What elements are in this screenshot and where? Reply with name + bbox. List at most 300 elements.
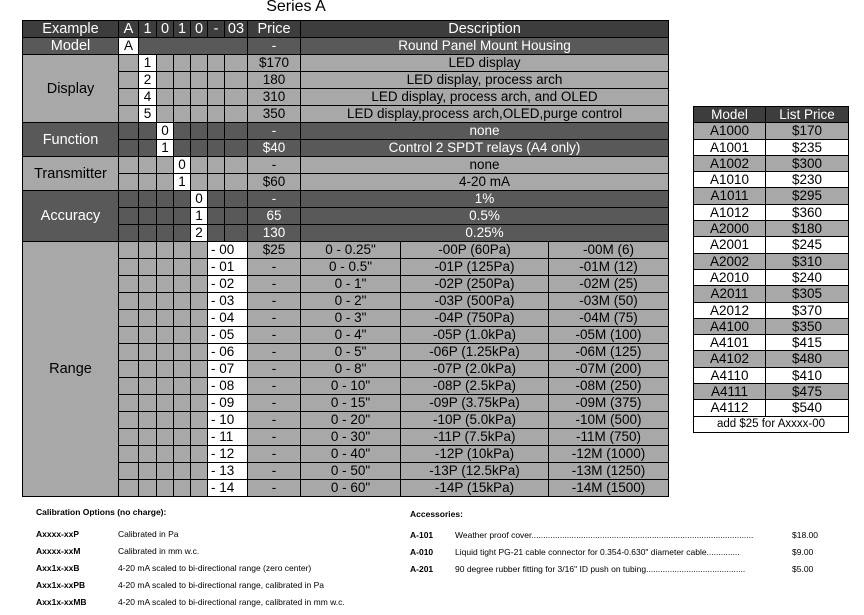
empty-code-cell [191,480,208,497]
range-price: - [248,378,301,395]
empty-code-cell [119,89,139,106]
range-row [23,446,669,463]
range-row [23,276,669,293]
empty-code-cell [225,106,248,123]
range-code: - 05 [208,327,248,344]
empty-code-cell [191,72,208,89]
empty-code-cell [208,55,225,72]
price-row [694,139,849,155]
empty-code-cell [174,225,191,242]
range-code: - 12 [208,446,248,463]
range-pascal: -01P (125Pa) [401,259,549,276]
empty-code-cell [208,123,225,140]
empty-code-cell [139,157,157,174]
empty-code-cell [119,446,139,463]
list-price-table [693,106,849,433]
transmitter-price: - [248,157,301,174]
price-row [694,269,849,285]
transmitter-row [23,174,669,191]
price-value: $540 [766,400,849,416]
empty-code-cell [139,140,157,157]
price-model: A4112 [694,400,766,416]
range-pascal: -13P (12.5kPa) [401,463,549,480]
range-code: - 10 [208,412,248,429]
range-price: - [248,463,301,480]
series-title: Series A [266,0,326,15]
price-model: A2002 [694,253,766,269]
empty-code-cell [119,174,139,191]
empty-code-cell [191,429,208,446]
accuracy-code: 2 [191,225,208,242]
price-value: $480 [766,351,849,367]
range-inches: 0 - 50" [301,463,401,480]
empty-code-cell [139,463,157,480]
accuracy-row [23,208,669,225]
empty-code-cell [139,293,157,310]
range-row [23,412,669,429]
accessory-price: $18.00 [792,530,818,540]
empty-code-cell [225,89,248,106]
empty-code-cell [157,174,174,191]
empty-code-cell [119,259,139,276]
display-row [23,55,669,72]
empty-code-cell [225,191,248,208]
price-model: A1000 [694,123,766,139]
function-row [23,140,669,157]
accuracy-code: 0 [191,191,208,208]
price-row [694,384,849,400]
empty-code-cell [157,310,174,327]
range-code: - 06 [208,344,248,361]
empty-code-cell [157,242,174,259]
price-row [694,351,849,367]
price-row [694,302,849,318]
range-code: - 07 [208,361,248,378]
range-inches: 0 - 5" [301,344,401,361]
price-row [694,335,849,351]
empty-code-cell [119,395,139,412]
price-model: A1011 [694,188,766,204]
empty-code-cell [157,259,174,276]
empty-code-cell [119,378,139,395]
empty-code-cell [139,361,157,378]
calibration-text: Calibrated in Pa [118,529,179,539]
range-inches: 0 - 3" [301,310,401,327]
range-mm: -13M (1250) [549,463,669,480]
price-value: $415 [766,335,849,351]
empty-code-cell [119,123,139,140]
display-label: Display [23,55,119,123]
empty-code-cell [174,208,191,225]
range-pascal: -08P (2.5kPa) [401,378,549,395]
function-code: 0 [157,123,174,140]
display-code: 2 [139,72,157,89]
range-price: - [248,361,301,378]
range-price: - [248,480,301,497]
range-code: - 03 [208,293,248,310]
price-note-row [694,416,849,432]
function-price: - [248,123,301,140]
header-code-5: 0 [191,21,208,38]
empty-code-cell [119,412,139,429]
display-description: LED display, process arch, and OLED [301,89,669,106]
accuracy-description: 1% [301,191,669,208]
empty-code-cell [157,293,174,310]
range-mm: -02M (25) [549,276,669,293]
accessory-code: A-201 [410,564,434,574]
price-value: $310 [766,253,849,269]
price-model: A2011 [694,286,766,302]
display-price: 180 [248,72,301,89]
price-row [694,204,849,220]
empty-code-cell [191,395,208,412]
empty-code-cell [208,72,225,89]
empty-code-cell [119,310,139,327]
transmitter-label: Transmitter [23,157,119,191]
price-value: $410 [766,367,849,383]
header-code-4: 1 [174,21,191,38]
price-value: $305 [766,286,849,302]
empty-code-cell [174,378,191,395]
display-description: LED display, process arch [301,72,669,89]
price-value: $245 [766,237,849,253]
price-value: $370 [766,302,849,318]
range-price: - [248,344,301,361]
price-value: $240 [766,269,849,285]
range-price: - [248,310,301,327]
empty-code-cell [191,89,208,106]
empty-code-cell [208,106,225,123]
empty-code-cell [157,446,174,463]
price-model-header: Model [694,107,766,123]
empty-code-cell [174,395,191,412]
empty-code-cell [225,174,248,191]
range-inches: 0 - 0.5" [301,259,401,276]
empty-code-cell [139,174,157,191]
transmitter-code: 1 [174,174,191,191]
range-pascal: -06P (1.25kPa) [401,344,549,361]
range-inches: 0 - 10" [301,378,401,395]
range-code: - 14 [208,480,248,497]
empty-code-cell [139,310,157,327]
range-pascal: -14P (15kPa) [401,480,549,497]
transmitter-description: 4-20 mA [301,174,669,191]
header-code-2: 1 [139,21,157,38]
empty-code-cell [208,140,225,157]
empty-code-cell [191,327,208,344]
empty-code-cell [191,361,208,378]
empty-code-cell [139,327,157,344]
range-pascal: -10P (5.0kPa) [401,412,549,429]
calibration-code: Axx1x-xxMB [36,597,87,607]
transmitter-row [23,157,669,174]
empty-code-cell [157,463,174,480]
range-row [23,259,669,276]
range-code: - 13 [208,463,248,480]
header-code-1: A [119,21,139,38]
calibration-code: Axx1x-xxB [36,563,80,573]
range-inches: 0 - 4" [301,327,401,344]
price-model: A2010 [694,269,766,285]
calibration-code: Axx1x-xxPB [36,580,86,590]
empty-code-cell [191,446,208,463]
price-row [694,172,849,188]
model-configuration-table [22,20,669,497]
range-price: $25 [248,242,301,259]
range-row [23,361,669,378]
calibration-text: 4-20 mA scaled to bi-directional range (zero center) [118,563,312,573]
empty-code-cell [157,327,174,344]
empty-code-cell [157,157,174,174]
price-row [694,188,849,204]
empty-code-cell [225,157,248,174]
price-value: $360 [766,204,849,220]
empty-code-cell [119,106,139,123]
range-code: - 08 [208,378,248,395]
empty-code-cell [139,225,157,242]
display-description: LED display [301,55,669,72]
function-description: none [301,123,669,140]
empty-code-cell [119,327,139,344]
list-price-header: List Price [766,107,849,123]
function-price: $40 [248,140,301,157]
range-mm: -14M (1500) [549,480,669,497]
empty-code-cell [119,276,139,293]
calibration-text: 4-20 mA scaled to bi-directional range, calibrated in mm w.c. [118,597,345,607]
empty-code-cell [139,276,157,293]
model-filler [139,38,248,55]
accuracy-row [23,225,669,242]
empty-code-cell [174,106,191,123]
range-mm: -01M (12) [549,259,669,276]
range-pascal: -09P (3.75kPa) [401,395,549,412]
range-row [23,310,669,327]
empty-code-cell [157,395,174,412]
price-model: A1001 [694,139,766,155]
accuracy-price: 130 [248,225,301,242]
empty-code-cell [191,310,208,327]
empty-code-cell [174,446,191,463]
empty-code-cell [157,89,174,106]
empty-code-cell [139,123,157,140]
range-row [23,327,669,344]
empty-code-cell [174,293,191,310]
accuracy-row [23,191,669,208]
empty-code-cell [191,242,208,259]
empty-code-cell [174,72,191,89]
empty-code-cell [225,208,248,225]
empty-code-cell [191,123,208,140]
range-pascal: -03P (500Pa) [401,293,549,310]
range-inches: 0 - 0.25" [301,242,401,259]
price-value: $180 [766,221,849,237]
empty-code-cell [139,259,157,276]
empty-code-cell [157,191,174,208]
header-row [23,21,669,38]
price-row [694,367,849,383]
display-code: 4 [139,89,157,106]
price-row [694,400,849,416]
empty-code-cell [139,242,157,259]
price-model: A2001 [694,237,766,253]
range-inches: 0 - 15" [301,395,401,412]
empty-code-cell [157,361,174,378]
empty-code-cell [157,344,174,361]
accuracy-price: 65 [248,208,301,225]
accessory-price: $9.00 [792,547,814,557]
accessory-text: Weather proof cover.............................................................................................. [455,530,754,540]
range-row [23,378,669,395]
empty-code-cell [157,429,174,446]
empty-code-cell [157,55,174,72]
function-description: Control 2 SPDT relays (A4 only) [301,140,669,157]
transmitter-description: none [301,157,669,174]
range-pascal: -12P (10kPa) [401,446,549,463]
empty-code-cell [157,276,174,293]
empty-code-cell [119,225,139,242]
empty-code-cell [174,480,191,497]
empty-code-cell [208,157,225,174]
price-model: A4110 [694,367,766,383]
model-price: - [248,38,301,55]
empty-code-cell [191,412,208,429]
header-code-6: - [208,21,225,38]
accuracy-description: 0.25% [301,225,669,242]
empty-code-cell [191,293,208,310]
range-price: - [248,429,301,446]
empty-code-cell [191,106,208,123]
range-inches: 0 - 2" [301,293,401,310]
range-price: - [248,395,301,412]
range-inches: 0 - 60" [301,480,401,497]
price-model: A2012 [694,302,766,318]
empty-code-cell [139,480,157,497]
empty-code-cell [119,242,139,259]
accessory-price: $5.00 [792,564,814,574]
range-code: - 04 [208,310,248,327]
empty-code-cell [174,55,191,72]
range-inches: 0 - 8" [301,361,401,378]
range-row [23,242,669,259]
empty-code-cell [225,55,248,72]
range-mm: -12M (1000) [549,446,669,463]
empty-code-cell [191,259,208,276]
calibration-title: Calibration Options (no charge): [36,507,167,517]
display-row [23,106,669,123]
empty-code-cell [139,446,157,463]
price-model: A4101 [694,335,766,351]
accuracy-code: 1 [191,208,208,225]
range-mm: -03M (50) [549,293,669,310]
empty-code-cell [157,225,174,242]
empty-code-cell [119,55,139,72]
empty-code-cell [139,191,157,208]
empty-code-cell [174,344,191,361]
range-row [23,463,669,480]
display-price: 350 [248,106,301,123]
empty-code-cell [191,344,208,361]
price-value: $235 [766,139,849,155]
range-pascal: -07P (2.0kPa) [401,361,549,378]
range-mm: -10M (500) [549,412,669,429]
price-row [694,123,849,139]
empty-code-cell [191,276,208,293]
empty-code-cell [157,72,174,89]
range-row [23,429,669,446]
calibration-code: Axxxx-xxP [36,529,80,539]
display-code: 1 [139,55,157,72]
price-model: A2000 [694,221,766,237]
range-code: - 11 [208,429,248,446]
range-row [23,344,669,361]
empty-code-cell [208,191,225,208]
empty-code-cell [119,344,139,361]
range-inches: 0 - 30" [301,429,401,446]
range-pascal: -04P (750Pa) [401,310,549,327]
calibration-code: Axxxx-xxM [36,546,81,556]
empty-code-cell [225,140,248,157]
price-row [694,221,849,237]
price-model: A1010 [694,172,766,188]
price-row [694,155,849,171]
price-model: A4102 [694,351,766,367]
empty-code-cell [119,463,139,480]
model-description: Round Panel Mount Housing [301,38,669,55]
empty-code-cell [119,72,139,89]
range-row [23,293,669,310]
calibration-text: Calibrated in mm w.c. [118,546,200,556]
empty-code-cell [157,480,174,497]
empty-code-cell [139,412,157,429]
function-row [23,123,669,140]
price-model: A1002 [694,155,766,171]
empty-code-cell [139,429,157,446]
range-mm: -08M (250) [549,378,669,395]
function-code: 1 [157,140,174,157]
empty-code-cell [119,429,139,446]
display-price: 310 [248,89,301,106]
accessories-title: Accessories: [410,509,463,519]
range-row [23,395,669,412]
accuracy-label: Accuracy [23,191,119,242]
transmitter-code: 0 [174,157,191,174]
empty-code-cell [174,463,191,480]
empty-code-cell [208,208,225,225]
empty-code-cell [174,327,191,344]
price-model: A4111 [694,384,766,400]
empty-code-cell [174,123,191,140]
accessory-code: A-101 [410,530,434,540]
empty-code-cell [191,140,208,157]
empty-code-cell [174,191,191,208]
empty-code-cell [119,140,139,157]
empty-code-cell [119,157,139,174]
range-price: - [248,276,301,293]
price-value: $350 [766,318,849,334]
range-code: - 01 [208,259,248,276]
range-pascal: -02P (250Pa) [401,276,549,293]
price-row [694,253,849,269]
header-code-7: 03 [225,21,248,38]
range-mm: -05M (100) [549,327,669,344]
empty-code-cell [208,174,225,191]
range-price: - [248,412,301,429]
empty-code-cell [119,480,139,497]
range-mm: -07M (200) [549,361,669,378]
empty-code-cell [157,106,174,123]
empty-code-cell [157,208,174,225]
range-mm: -00M (6) [549,242,669,259]
